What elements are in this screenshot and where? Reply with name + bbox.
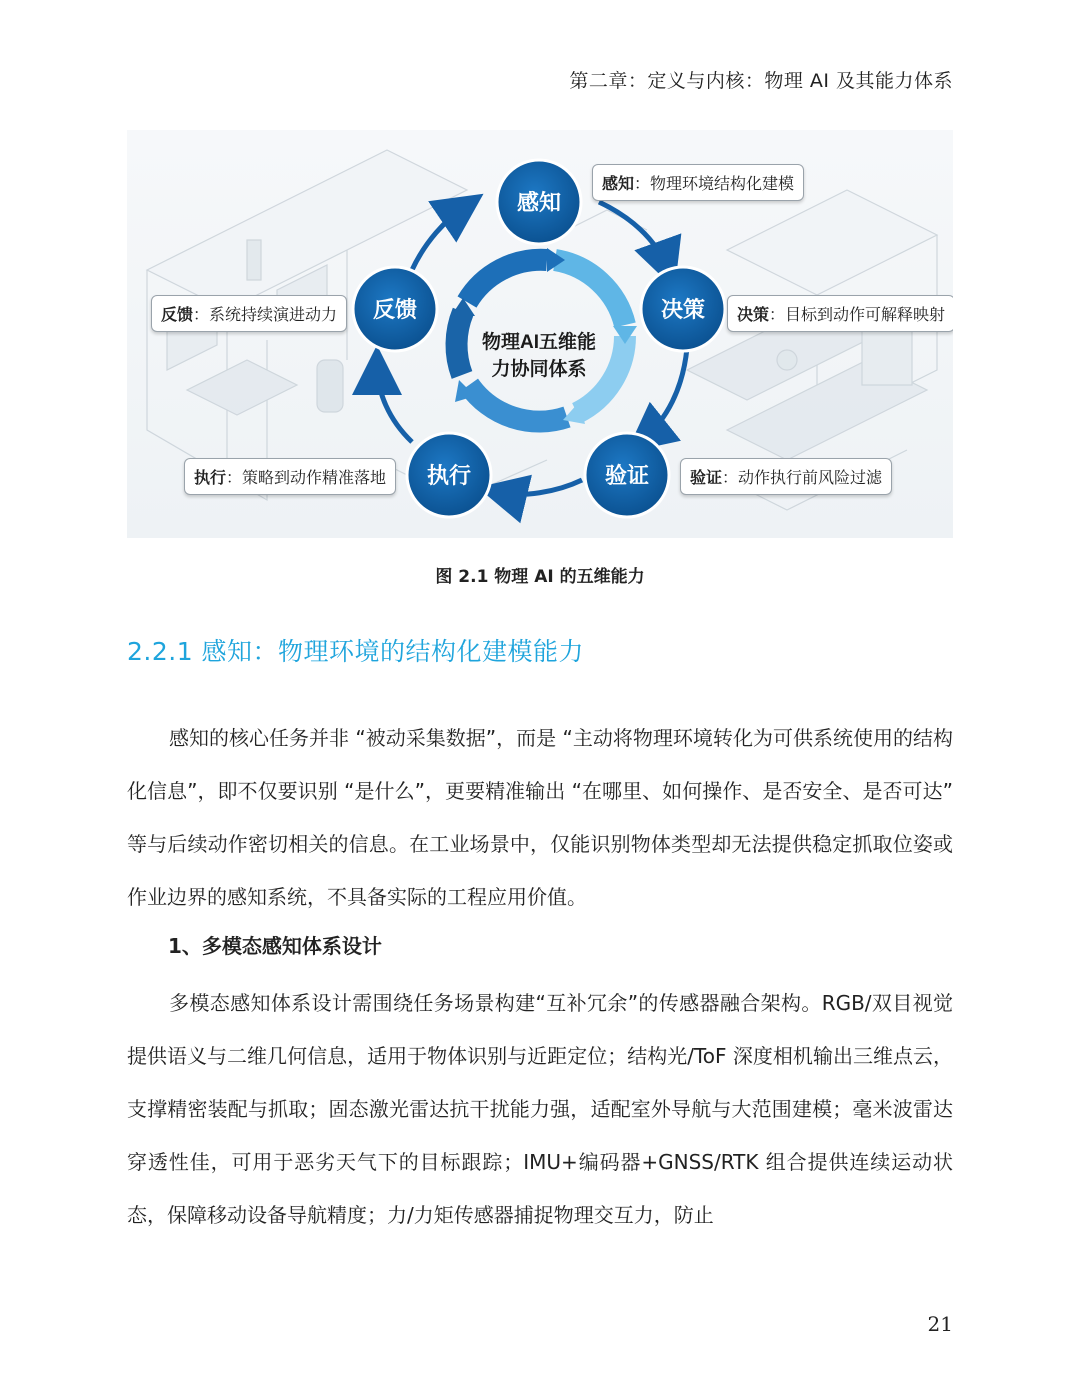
center-label-line1: 物理AI五维能: [481, 332, 597, 353]
figure-caption: 图 2.1 物理 AI 的五维能力: [435, 567, 645, 587]
callout-verification: [680, 458, 892, 495]
callout-decision-key: 决策: [737, 305, 770, 324]
callout-feedback: [151, 295, 347, 332]
node-verification-label: 验证: [604, 463, 650, 488]
node-perception-label: 感知: [516, 190, 562, 215]
callout-execution: [184, 458, 396, 495]
node-execution-label: 执行: [426, 463, 472, 488]
center-label-line2: 力协同体系: [491, 359, 587, 380]
running-header: 第二章：定义与内核：物理 AI 及其能力体系: [569, 70, 953, 92]
subheading-multimodal: 1、多模态感知体系设计: [168, 934, 382, 958]
node-feedback-label: 反馈: [372, 297, 418, 322]
node-decision-label: 决策: [660, 297, 706, 322]
callout-execution-text: ：策略到动作精准落地: [226, 468, 387, 487]
callout-perception-text: ：物理环境结构化建模: [634, 174, 795, 193]
callout-perception-key: 感知: [602, 174, 635, 193]
section-heading: 2.2.1 感知：物理环境的结构化建模能力: [127, 637, 585, 666]
callout-feedback-text: ：系统持续演进动力: [193, 305, 338, 324]
paragraph-perception-intro: 感知的核心任务并非 “被动采集数据”，而是 “主动将物理环境转化为可供系统使用的结构化信息”，即不仅要识别 “是什么”，更要精准输出 “在哪里、如何操作、是否安全、是否可达” 等与后续动作密切相关的信息。在工业场景中，仅能识别物体类型却无法提供稳定抓取位姿或作业边界的感知系统，不具备实际的工程应用价值。: [127, 726, 953, 909]
paragraph-multimodal: 多模态感知体系设计需围绕任务场景构建“互补冗余”的传感器融合架构。RGB/双目视觉提供语义与二维几何信息，适用于物体识别与近距定位；结构光/ToF 深度相机输出三维点云，支撑精密装配与抓取；固态激光雷达抗干扰能力强，适配室外导航与大范围建模；毫米波雷达穿透性佳，可用于恶劣天气下的目标跟踪；IMU+编码器+GNSS/RTK 组合提供连续运动状态，保障移动设备导航精度；力/力矩传感器捕捉物理交互力，防止: [127, 991, 953, 1227]
page-number: 21: [927, 1312, 953, 1336]
five-dimension-figure: [127, 130, 953, 538]
callout-decision: [727, 295, 953, 332]
callout-feedback-key: 反馈: [161, 305, 194, 324]
callout-decision-text: ：目标到动作可解释映射: [769, 305, 946, 324]
callout-execution-key: 执行: [194, 468, 227, 487]
callout-verification-text: ：动作执行前风险过滤: [722, 468, 883, 487]
callout-verification-key: 验证: [690, 468, 723, 487]
callout-perception: [592, 164, 804, 201]
